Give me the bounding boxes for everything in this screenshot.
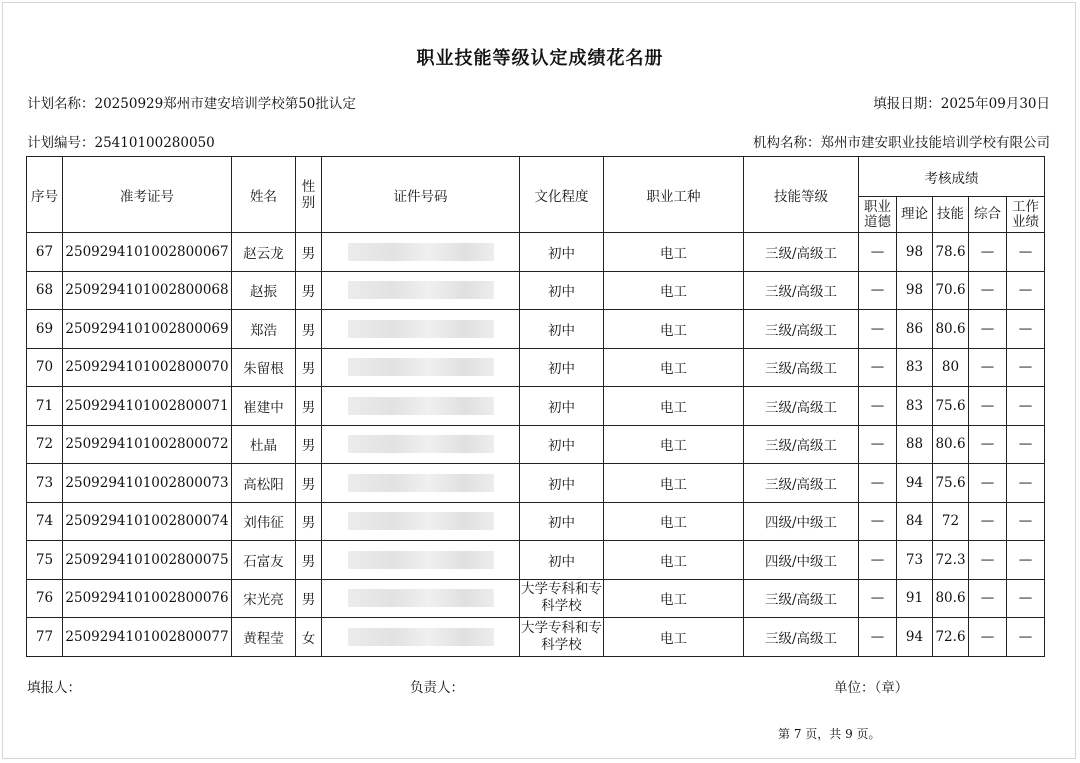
cell-gender: 男	[296, 502, 322, 541]
table-row	[27, 310, 1045, 349]
cell-education: 初中	[520, 425, 604, 464]
header-theory: 理论	[897, 197, 933, 233]
header-id-number: 证件号码	[322, 157, 520, 233]
plan-name-label: 计划名称：	[27, 96, 95, 112]
cell-name: 黄程莹	[232, 618, 296, 657]
organization-label: 机构名称：	[753, 135, 821, 151]
cell-id-number-redacted	[322, 233, 520, 272]
cell-comprehensive: —	[969, 464, 1007, 503]
cell-ethics: —	[859, 618, 897, 657]
cell-gender: 男	[296, 271, 322, 310]
cell-comprehensive: —	[969, 502, 1007, 541]
cell-gender: 女	[296, 618, 322, 657]
organization-value: 郑州市建安职业技能培训学校有限公司	[820, 135, 1050, 151]
cell-gender: 男	[296, 387, 322, 426]
cell-education: 初中	[520, 271, 604, 310]
redaction-blur	[348, 628, 494, 646]
cell-id-number-redacted	[322, 348, 520, 387]
cell-ticket: 2509294101002800072	[63, 425, 232, 464]
cell-occupation: 电工	[604, 541, 744, 580]
cell-theory: 84	[897, 502, 933, 541]
cell-skill: 70.6	[933, 271, 969, 310]
score-roster-table	[26, 156, 1045, 657]
cell-ticket: 2509294101002800071	[63, 387, 232, 426]
cell-gender: 男	[296, 348, 322, 387]
cell-education: 初中	[520, 233, 604, 272]
cell-work-perf: —	[1007, 464, 1045, 503]
cell-level: 三级/高级工	[744, 233, 859, 272]
table-row	[27, 233, 1045, 272]
cell-name: 郑浩	[232, 310, 296, 349]
unit-seal-label: 单位：（章）	[834, 680, 909, 696]
cell-theory: 83	[897, 348, 933, 387]
cell-ethics: —	[859, 271, 897, 310]
cell-ethics: —	[859, 233, 897, 272]
cell-gender: 男	[296, 310, 322, 349]
cell-id-number-redacted	[322, 579, 520, 618]
cell-name: 崔建中	[232, 387, 296, 426]
cell-comprehensive: —	[969, 271, 1007, 310]
cell-work-perf: —	[1007, 387, 1045, 426]
plan-name	[27, 92, 356, 112]
table-row	[27, 348, 1045, 387]
cell-occupation: 电工	[604, 502, 744, 541]
cell-name: 朱留根	[232, 348, 296, 387]
header-scores: 考核成绩	[859, 157, 1045, 197]
fill-date-value: 2025年09月30日	[940, 96, 1050, 112]
cell-level: 三级/高级工	[744, 579, 859, 618]
organization-name	[753, 131, 1050, 151]
cell-comprehensive: —	[969, 348, 1007, 387]
redaction-blur	[348, 589, 494, 607]
cell-seq: 74	[27, 502, 63, 541]
table-row	[27, 579, 1045, 618]
cell-id-number-redacted	[322, 387, 520, 426]
plan-number-label: 计划编号：	[27, 135, 95, 151]
page-indicator: 第 7 页，共 9 页。	[778, 727, 881, 741]
cell-name: 宋光亮	[232, 579, 296, 618]
cell-level: 三级/高级工	[744, 387, 859, 426]
cell-ethics: —	[859, 348, 897, 387]
cell-skill: 80	[933, 348, 969, 387]
cell-theory: 94	[897, 618, 933, 657]
cell-theory: 86	[897, 310, 933, 349]
cell-ticket: 2509294101002800070	[63, 348, 232, 387]
redaction-blur	[348, 397, 494, 415]
cell-education: 大学专科和专科学校	[520, 579, 604, 618]
header-work-performance: 工作业绩	[1007, 197, 1045, 233]
redaction-blur	[348, 551, 494, 569]
cell-occupation: 电工	[604, 387, 744, 426]
cell-id-number-redacted	[322, 618, 520, 657]
document-title: 职业技能等级认定成绩花名册	[416, 48, 664, 69]
cell-seq: 76	[27, 579, 63, 618]
header-seq: 序号	[27, 157, 63, 233]
cell-id-number-redacted	[322, 310, 520, 349]
cell-seq: 73	[27, 464, 63, 503]
cell-id-number-redacted	[322, 464, 520, 503]
cell-gender: 男	[296, 464, 322, 503]
cell-name: 高松阳	[232, 464, 296, 503]
cell-theory: 83	[897, 387, 933, 426]
cell-level: 四级/中级工	[744, 541, 859, 580]
fill-date-label: 填报日期：	[873, 96, 941, 112]
responsible-label: 负责人：	[410, 680, 464, 696]
cell-ethics: —	[859, 425, 897, 464]
cell-ethics: —	[859, 464, 897, 503]
redaction-blur	[348, 435, 494, 453]
cell-theory: 98	[897, 233, 933, 272]
redaction-blur	[348, 243, 494, 261]
cell-education: 初中	[520, 502, 604, 541]
cell-ticket: 2509294101002800073	[63, 464, 232, 503]
cell-id-number-redacted	[322, 541, 520, 580]
cell-education: 初中	[520, 541, 604, 580]
table-row	[27, 618, 1045, 657]
cell-theory: 88	[897, 425, 933, 464]
cell-skill: 80.6	[933, 425, 969, 464]
header-education: 文化程度	[520, 157, 604, 233]
redaction-blur	[348, 358, 494, 376]
cell-level: 三级/高级工	[744, 618, 859, 657]
cell-education: 初中	[520, 387, 604, 426]
redaction-blur	[348, 320, 494, 338]
table-row	[27, 387, 1045, 426]
redaction-blur	[348, 281, 494, 299]
cell-skill: 80.6	[933, 579, 969, 618]
cell-name: 刘伟征	[232, 502, 296, 541]
cell-level: 四级/中级工	[744, 502, 859, 541]
cell-comprehensive: —	[969, 233, 1007, 272]
cell-work-perf: —	[1007, 502, 1045, 541]
cell-occupation: 电工	[604, 425, 744, 464]
cell-comprehensive: —	[969, 579, 1007, 618]
cell-gender: 男	[296, 579, 322, 618]
cell-work-perf: —	[1007, 425, 1045, 464]
cell-ticket: 2509294101002800077	[63, 618, 232, 657]
cell-gender: 男	[296, 233, 322, 272]
header-name: 姓名	[232, 157, 296, 233]
cell-ethics: —	[859, 541, 897, 580]
cell-education: 初中	[520, 348, 604, 387]
cell-gender: 男	[296, 425, 322, 464]
table-row	[27, 425, 1045, 464]
cell-occupation: 电工	[604, 618, 744, 657]
cell-seq: 67	[27, 233, 63, 272]
fill-date	[873, 92, 1050, 112]
cell-occupation: 电工	[604, 579, 744, 618]
cell-theory: 98	[897, 271, 933, 310]
cell-comprehensive: —	[969, 618, 1007, 657]
header-gender: 性别	[296, 157, 322, 233]
cell-id-number-redacted	[322, 502, 520, 541]
cell-ethics: —	[859, 387, 897, 426]
cell-ticket: 2509294101002800075	[63, 541, 232, 580]
cell-skill: 78.6	[933, 233, 969, 272]
cell-seq: 70	[27, 348, 63, 387]
header-comprehensive: 综合	[969, 197, 1007, 233]
cell-work-perf: —	[1007, 310, 1045, 349]
table-row	[27, 464, 1045, 503]
cell-comprehensive: —	[969, 310, 1007, 349]
cell-education: 初中	[520, 464, 604, 503]
cell-work-perf: —	[1007, 348, 1045, 387]
cell-work-perf: —	[1007, 579, 1045, 618]
cell-level: 三级/高级工	[744, 348, 859, 387]
table-row	[27, 541, 1045, 580]
cell-theory: 91	[897, 579, 933, 618]
cell-seq: 71	[27, 387, 63, 426]
cell-name: 赵云龙	[232, 233, 296, 272]
cell-ethics: —	[859, 579, 897, 618]
table-row	[27, 502, 1045, 541]
cell-ticket: 2509294101002800069	[63, 310, 232, 349]
redaction-blur	[348, 474, 494, 492]
cell-ethics: —	[859, 310, 897, 349]
plan-number-value: 25410100280050	[94, 135, 215, 151]
cell-ticket: 2509294101002800068	[63, 271, 232, 310]
plan-name-value: 20250929郑州市建安培训学校第50批认定	[94, 96, 356, 112]
cell-work-perf: —	[1007, 618, 1045, 657]
table-row	[27, 271, 1045, 310]
cell-level: 三级/高级工	[744, 425, 859, 464]
filler-label: 填报人：	[27, 680, 81, 696]
cell-level: 三级/高级工	[744, 271, 859, 310]
cell-education: 大学专科和专科学校	[520, 618, 604, 657]
cell-name: 赵振	[232, 271, 296, 310]
cell-skill: 75.6	[933, 464, 969, 503]
header-skill: 技能	[933, 197, 969, 233]
cell-level: 三级/高级工	[744, 310, 859, 349]
cell-skill: 72	[933, 502, 969, 541]
cell-level: 三级/高级工	[744, 464, 859, 503]
cell-skill: 72.3	[933, 541, 969, 580]
cell-occupation: 电工	[604, 310, 744, 349]
cell-seq: 72	[27, 425, 63, 464]
cell-ethics: —	[859, 502, 897, 541]
cell-name: 石富友	[232, 541, 296, 580]
cell-id-number-redacted	[322, 425, 520, 464]
redaction-blur	[348, 512, 494, 530]
cell-work-perf: —	[1007, 233, 1045, 272]
plan-number	[27, 131, 215, 151]
header-occupation: 职业工种	[604, 157, 744, 233]
cell-skill: 75.6	[933, 387, 969, 426]
cell-occupation: 电工	[604, 348, 744, 387]
cell-seq: 75	[27, 541, 63, 580]
cell-work-perf: —	[1007, 541, 1045, 580]
cell-comprehensive: —	[969, 387, 1007, 426]
cell-ticket: 2509294101002800074	[63, 502, 232, 541]
cell-ticket: 2509294101002800067	[63, 233, 232, 272]
cell-occupation: 电工	[604, 233, 744, 272]
header-skill-level: 技能等级	[744, 157, 859, 233]
cell-theory: 94	[897, 464, 933, 503]
cell-theory: 73	[897, 541, 933, 580]
cell-skill: 80.6	[933, 310, 969, 349]
cell-education: 初中	[520, 310, 604, 349]
cell-name: 杜晶	[232, 425, 296, 464]
cell-occupation: 电工	[604, 271, 744, 310]
cell-id-number-redacted	[322, 271, 520, 310]
cell-seq: 68	[27, 271, 63, 310]
cell-seq: 77	[27, 618, 63, 657]
roster-body	[27, 233, 1045, 657]
cell-gender: 男	[296, 541, 322, 580]
cell-comprehensive: —	[969, 425, 1007, 464]
cell-ticket: 2509294101002800076	[63, 579, 232, 618]
cell-skill: 72.6	[933, 618, 969, 657]
header-ticket: 准考证号	[63, 157, 232, 233]
cell-comprehensive: —	[969, 541, 1007, 580]
cell-work-perf: —	[1007, 271, 1045, 310]
cell-seq: 69	[27, 310, 63, 349]
header-ethics: 职业道德	[859, 197, 897, 233]
cell-occupation: 电工	[604, 464, 744, 503]
